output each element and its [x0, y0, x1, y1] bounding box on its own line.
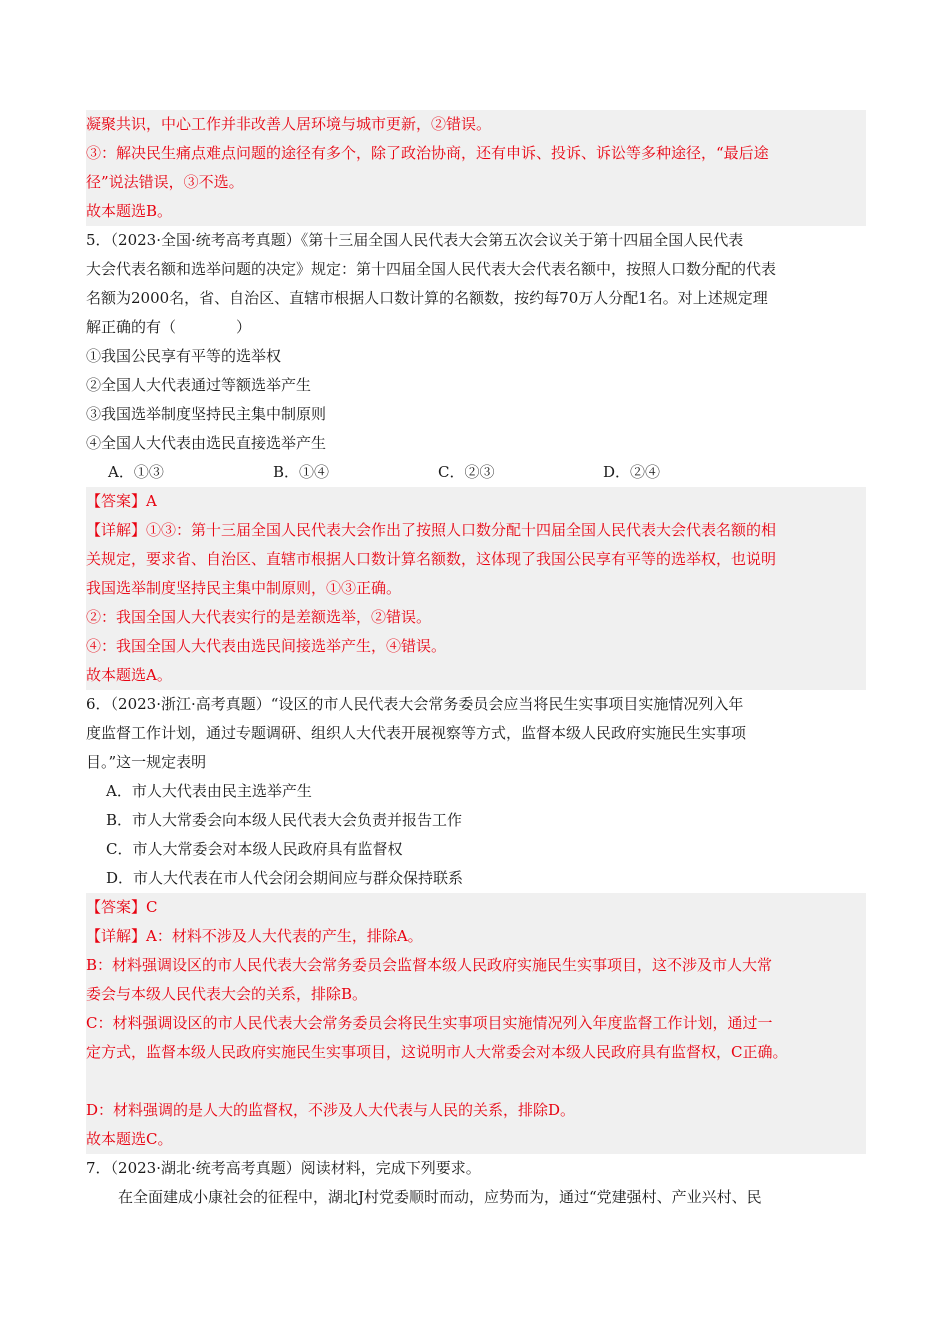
q6-option-c: C．市人大常委会对本级人民政府具有监督权: [106, 840, 403, 858]
q6-option-a: A．市人大代表由民主选举产生: [106, 782, 312, 800]
q5-option-b: B．①④: [273, 463, 330, 481]
q7-material-line: 在全面建成小康社会的征程中，湖北J村党委顺时而动，应势而为，通过“党建强村、产业兴村、民: [118, 1188, 762, 1206]
prev-conclusion: 故本题选B。: [86, 202, 173, 220]
q6-detail-line: 委会与本级人民代表大会的关系，排除B。: [86, 985, 368, 1003]
q6-detail-line: 定方式，监督本级人民政府实施民生实事项目，这说明市人大常委会对本级人民政府具有监督权，C正确。: [86, 1043, 788, 1061]
q5-detail-line: ④：我国全国人大代表由选民间接选举产生，④错误。: [86, 637, 447, 655]
q5-item: ①我国公民享有平等的选举权: [86, 347, 282, 365]
q6-stem-line: 度监督工作计划，通过专题调研、组织人大代表开展视察等方式，监督本级人民政府实施民生实事项: [86, 724, 747, 742]
q5-option-d: D．②④: [603, 463, 661, 481]
q5-stem-line: 大会代表名额和选举问题的决定》规定：第十四届全国人民代表大会代表名额中，按照人口数分配的代表: [86, 260, 777, 278]
document-page: [86, 110, 866, 1212]
q6-detail-line: 【详解】A：材料不涉及人大代表的产生，排除A。: [86, 927, 423, 945]
q5-detail-line: 【详解】①③：第十三届全国人民代表大会作出了按照人口数分配十四届全国人民代表大会代表名额的相: [86, 521, 777, 539]
q5-answer: 【答案】A: [86, 492, 157, 510]
q5-item: ②全国人大代表通过等额选举产生: [86, 376, 312, 394]
q5-options: [86, 458, 866, 487]
q5-item: ④全国人大代表由选民直接选举产生: [86, 434, 327, 452]
q6-conclusion: 故本题选C。: [86, 1130, 173, 1148]
q6-option-d: D．市人大代表在市人代会闭会期间应与群众保持联系: [106, 869, 464, 887]
prev-detail-line: 凝聚共识，中心工作并非改善人居环境与城市更新，②错误。: [86, 115, 492, 133]
q5-stem-line: 名额为2000名，省、自治区、直辖市根据人口数计算的名额数，按约每70万人分配1名。对上述规定理: [86, 289, 768, 307]
question-6: [86, 690, 866, 893]
q5-stem-line: 解正确的有（ ）: [86, 318, 252, 336]
q6-answer-block: [86, 893, 866, 1154]
question-5: [86, 226, 866, 487]
question-7: [86, 1154, 866, 1212]
q5-answer-block: [86, 487, 866, 690]
q6-detail-line: [86, 1067, 866, 1096]
q6-detail-line: C：材料强调设区的市人民代表大会常务委员会将民生实事项目实施情况列入年度监督工作计划，通过一: [86, 1014, 773, 1032]
q6-stem-line: 目。”这一规定表明: [86, 753, 207, 771]
q6-detail-line: B：材料强调设区的市人民代表大会常务委员会监督本级人民政府实施民生实事项目，这不涉及市人大常: [86, 956, 773, 974]
q7-stem-line: 7．（2023·湖北·统考高考真题）阅读材料，完成下列要求。: [86, 1159, 481, 1177]
prev-answer-block: [86, 110, 866, 226]
prev-detail-line: 径”说法错误，③不选。: [86, 173, 244, 191]
q6-stem-line: 6．（2023·浙江·高考真题）“设区的市人民代表大会常务委员会应当将民生实事项目实施情况列入年: [86, 695, 744, 713]
prev-detail-line: ③：解决民生痛点难点问题的途径有多个，除了政治协商，还有申诉、投诉、诉讼等多种途径，“最后途: [86, 144, 769, 162]
q5-stem-line: 5．（2023·全国·统考高考真题）《第十三届全国人民代表大会第五次会议关于第十四届全国人民代表: [86, 231, 744, 249]
q5-detail-line: 关规定，要求省、自治区、直辖市根据人口数计算名额数，这体现了我国公民享有平等的选举权，也说明: [86, 550, 777, 568]
q6-detail-line: D：材料强调的是人大的监督权，不涉及人大代表与人民的关系，排除D。: [86, 1101, 576, 1119]
q6-option-b: B．市人大常委会向本级人民代表大会负责并报告工作: [106, 811, 463, 829]
q5-option-c: C．②③: [438, 463, 495, 481]
q5-option-a: A．①③: [108, 463, 164, 481]
q5-item: ③我国选举制度坚持民主集中制原则: [86, 405, 327, 423]
q5-detail-line: ②：我国全国人大代表实行的是差额选举，②错误。: [86, 608, 432, 626]
q5-detail-line: 我国选举制度坚持民主集中制原则，①③正确。: [86, 579, 402, 597]
q5-conclusion: 故本题选A。: [86, 666, 172, 684]
q6-answer: 【答案】C: [86, 898, 158, 916]
